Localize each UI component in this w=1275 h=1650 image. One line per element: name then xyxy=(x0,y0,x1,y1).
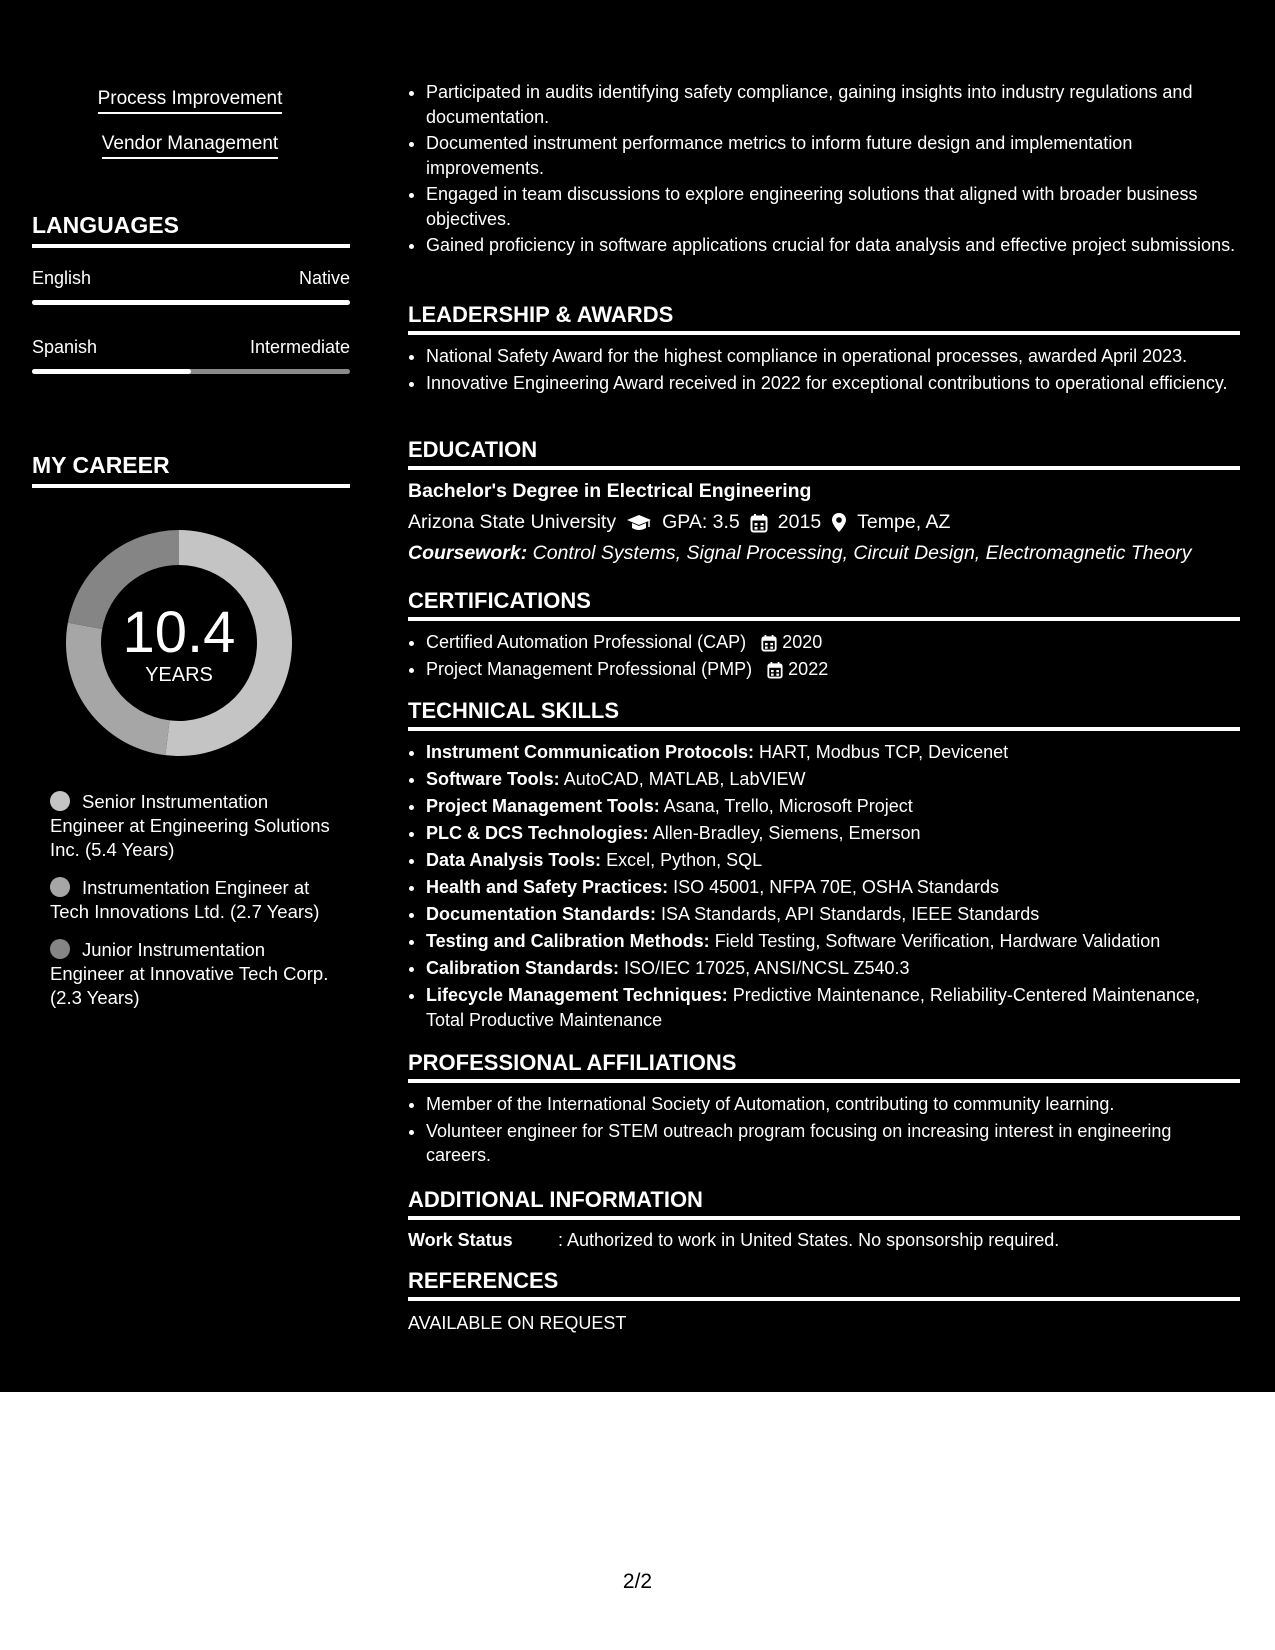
work-status-value: : Authorized to work in United States. No sponsorship required. xyxy=(558,1230,1060,1250)
career-heading: MY CAREER xyxy=(32,452,350,488)
experience-bullets xyxy=(408,80,1240,260)
language-name: Spanish xyxy=(32,337,98,357)
list-item: • Calibration Standards: ISO/IEC 17025, ANSI/NCSL Z540.3 xyxy=(426,956,1240,981)
calendar-icon xyxy=(761,634,777,652)
degree-title: Bachelor's Degree in Electrical Engineering xyxy=(408,480,812,502)
coursework-label: Coursework: xyxy=(408,542,528,564)
language-row xyxy=(32,268,350,289)
list-item: • Participated in audits identifying safety compliance, gaining insights into industry regulations and documentation. xyxy=(426,80,1240,129)
list-item: • Gained proficiency in software applications crucial for data analysis and effective project submissions. xyxy=(426,233,1240,258)
sidebar xyxy=(0,0,380,1392)
gpa: GPA: 3.5 xyxy=(662,511,740,533)
section-heading: EDUCATION xyxy=(408,437,1240,470)
list-item: • Certified Automation Professional (CAP) 2020 xyxy=(426,630,1240,655)
language-bar xyxy=(32,300,350,305)
career-item: Instrumentation Engineer at Tech Innovations Ltd. (2.7 Years) xyxy=(50,877,320,922)
list-item: • National Safety Award for the highest compliance in operational processes, awarded April 2023. xyxy=(426,344,1240,369)
legend-dot-icon xyxy=(50,877,70,897)
language-bar xyxy=(32,369,350,374)
references-text: AVAILABLE ON REQUEST xyxy=(408,1313,627,1333)
section-heading: CERTIFICATIONS xyxy=(408,588,1240,621)
section-heading: TECHNICAL SKILLS xyxy=(408,698,1240,731)
education-section xyxy=(408,437,1240,565)
section-heading: REFERENCES xyxy=(408,1268,1240,1301)
section-heading: PROFESSIONAL AFFILIATIONS xyxy=(408,1050,1240,1083)
list-item: • Lifecycle Management Techniques: Predictive Maintenance, Reliability-Centered Maintenance, Total Productive Maintenance xyxy=(426,983,1240,1033)
work-status-row xyxy=(408,1230,1240,1251)
section-heading: ADDITIONAL INFORMATION xyxy=(408,1187,1240,1220)
list-item: • Documented instrument performance metrics to inform future design and implementation improvements. xyxy=(426,131,1240,180)
career-item: Senior Instrumentation Engineer at Engineering Solutions Inc. (5.4 Years) xyxy=(50,791,330,860)
school-location: Tempe, AZ xyxy=(857,511,951,533)
graduation-cap-icon xyxy=(626,513,652,533)
legend-dot-icon xyxy=(50,791,70,811)
list-item: • Health and Safety Practices: ISO 45001, NFPA 70E, OSHA Standards xyxy=(426,875,1240,900)
certifications-section xyxy=(408,588,1240,683)
language-level: Native xyxy=(298,268,350,288)
language-row xyxy=(32,337,350,358)
leadership-section xyxy=(408,302,1240,397)
list-item: • PLC & DCS Technologies: Allen-Bradley, Siemens, Emerson xyxy=(426,821,1240,846)
list-item: • Software Tools: AutoCAD, MATLAB, LabVIEW xyxy=(426,767,1240,792)
list-item: • Engaged in team discussions to explore engineering solutions that aligned with broader business objectives. xyxy=(426,182,1240,231)
calendar-icon xyxy=(750,513,768,533)
school-name: Arizona State University xyxy=(408,511,617,533)
graduation-year: 2015 xyxy=(777,511,822,533)
career-total-years: 10.4 xyxy=(122,600,236,665)
language-bar-fill xyxy=(32,369,191,374)
skill-item: Vendor Management xyxy=(0,133,380,155)
career-item: Junior Instrumentation Engineer at Innovative Tech Corp. (2.3 Years) xyxy=(50,939,329,1008)
skill-item: Process Improvement xyxy=(0,88,380,110)
language-level: Intermediate xyxy=(249,337,350,357)
list-item: • Member of the International Society of Automation, contributing to community learning. xyxy=(426,1092,1240,1117)
technical-skills-section xyxy=(408,698,1240,1035)
list-item: • Data Analysis Tools: Excel, Python, SQL xyxy=(426,848,1240,873)
work-status-label: Work Status xyxy=(408,1230,513,1250)
affiliations-section xyxy=(408,1050,1240,1170)
language-bar-fill xyxy=(32,300,350,305)
additional-info-section xyxy=(408,1187,1240,1251)
list-item: • Project Management Professional (PMP) 2022 xyxy=(426,657,1240,682)
legend-dot-icon xyxy=(50,939,70,959)
calendar-icon xyxy=(767,661,783,679)
career-unit: YEARS xyxy=(145,664,213,686)
list-item: • Instrument Communication Protocols: HART, Modbus TCP, Devicenet xyxy=(426,740,1240,765)
languages-heading: LANGUAGES xyxy=(32,212,350,248)
page-number: 2/2 xyxy=(622,1570,653,1593)
language-name: English xyxy=(32,268,92,288)
list-item: • Volunteer engineer for STEM outreach program focusing on increasing interest in engineering careers. xyxy=(426,1119,1240,1168)
section-heading: LEADERSHIP & AWARDS xyxy=(408,302,1240,335)
list-item: • Testing and Calibration Methods: Field Testing, Software Verification, Hardware Validation xyxy=(426,929,1240,954)
education-details xyxy=(408,511,1240,534)
references-section xyxy=(408,1268,1240,1334)
coursework-list: Control Systems, Signal Processing, Circuit Design, Electromagnetic Theory xyxy=(532,542,1192,564)
list-item: • Documentation Standards: ISA Standards, API Standards, IEEE Standards xyxy=(426,902,1240,927)
list-item: • Innovative Engineering Award received in 2022 for exceptional contributions to operational efficiency. xyxy=(426,371,1240,396)
location-pin-icon xyxy=(831,512,847,533)
list-item: • Project Management Tools: Asana, Trello, Microsoft Project xyxy=(426,794,1240,819)
coursework xyxy=(408,542,1240,565)
